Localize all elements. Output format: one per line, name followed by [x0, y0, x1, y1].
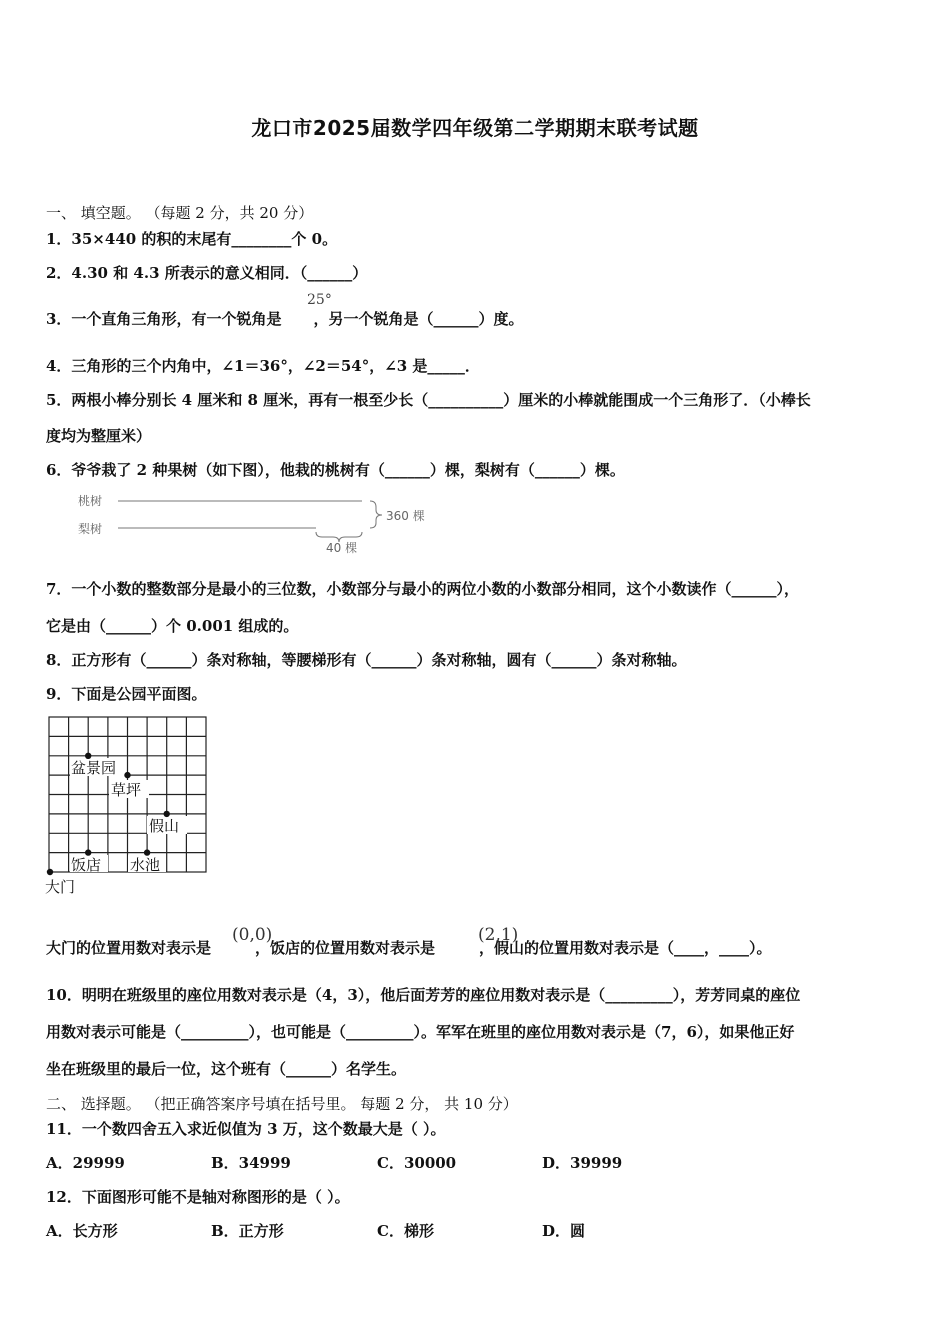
q11-option-d: D．39999	[542, 1154, 623, 1172]
question-6: 6．爷爷栽了 2 种果树（如下图），他栽的桃树有（______）棵，梨树有（______）棵。	[46, 461, 625, 479]
question-7-line-2: 它是由（______）个 0.001 组成的。	[46, 617, 299, 635]
damen-point	[47, 869, 53, 875]
section-2-heading: 二、 选择题。 （把正确答案序号填在括号里。 每题 2 分， 共 10 分）	[46, 1095, 518, 1113]
caoping-label: 草坪	[111, 781, 142, 799]
q12-option-a: A．长方形	[46, 1222, 118, 1240]
question-3	[46, 308, 523, 329]
question-9: 9．下面是公园平面图。	[46, 685, 207, 703]
question-10-line-2: 用数对表示可能是（_________），也可能是（_________）。军军在班里的座位用数对表示是（7，6），如果他正好	[46, 1023, 795, 1041]
fruit-tree-diagram	[60, 486, 440, 558]
pear-label: 梨树	[78, 522, 103, 536]
question-3-prefix: 3．一个直角三角形，有一个锐角是	[46, 310, 282, 328]
diff-label: 40 棵	[326, 541, 358, 555]
park-map	[44, 712, 214, 897]
question-1: 1．35×440 的积的末尾有________个 0。	[46, 230, 338, 248]
caoping-point	[124, 772, 130, 778]
damen-label: 大门	[45, 878, 76, 896]
question-10-line-1: 10．明明在班级里的座位用数对表示是（4，3），他后面芳芳的座位用数对表示是（_________），芳芳同桌的座位	[46, 986, 801, 1004]
q11-option-b: B．34999	[211, 1154, 291, 1172]
angle-25-degree: 25°	[307, 292, 332, 308]
q12-option-c: C．梯形	[377, 1222, 434, 1240]
q12-option-d: D．圆	[542, 1222, 586, 1240]
page-title: 龙口市2025届数学四年级第二学期期末联考试题	[251, 116, 699, 140]
shuichi-point	[144, 849, 150, 855]
q11-option-a: A．29999	[46, 1154, 125, 1172]
total-brace	[370, 501, 382, 528]
coord-fandian: (2,1)	[478, 925, 519, 945]
question-5-line-2: 度均为整厘米）	[46, 427, 152, 445]
peach-label: 桃树	[78, 494, 103, 508]
fandian-point	[85, 849, 91, 855]
penjing-label: 盆景园	[71, 759, 117, 777]
total-label: 360 棵	[386, 509, 425, 523]
question-10-line-3: 坐在班级里的最后一位，这个班有（______）名学生。	[46, 1060, 407, 1078]
question-11: 11．一个数四舍五入求近似值为 3 万，这个数最大是（ ）。	[46, 1120, 446, 1138]
question-2: 2．4.30 和 4.3 所表示的意义相同．（______）	[46, 264, 368, 282]
q9-answer-part-3: ，假山的位置用数对表示是（____，____）。	[479, 939, 772, 957]
question-7-line-1: 7．一个小数的整数部分是最小的三位数，小数部分与最小的两位小数的小数部分相同，这个小数读作（______），	[46, 580, 799, 598]
jiashan-label: 假山	[149, 817, 180, 835]
question-5-line-1: 5．两根小棒分别长 4 厘米和 8 厘米，再有一根至少长（__________）厘米的小棒就能围成一个三角形了．（小棒长	[46, 391, 811, 409]
coord-damen: (0,0)	[232, 925, 273, 945]
question-3-suffix: ，另一个锐角是（______）度。	[313, 310, 524, 328]
section-1-heading: 一、 填空题。 （每题 2 分，共 20 分）	[46, 204, 314, 222]
question-8: 8．正方形有（______）条对称轴，等腰梯形有（______）条对称轴，圆有（______）条对称轴。	[46, 651, 687, 669]
q11-option-c: C．30000	[377, 1154, 457, 1172]
q12-option-b: B．正方形	[211, 1222, 284, 1240]
q9-answer-part-1: 大门的位置用数对表示是	[46, 939, 212, 957]
q9-answer-part-2: ，饭店的位置用数对表示是	[255, 939, 436, 957]
fandian-label: 饭店	[71, 856, 102, 874]
shuichi-label: 水池	[130, 856, 161, 874]
question-4: 4．三角形的三个内角中，∠1＝36°，∠2＝54°，∠3 是_____．	[46, 357, 480, 375]
question-9-answer	[46, 937, 772, 958]
question-12: 12．下面图形可能不是轴对称图形的是（ ）。	[46, 1188, 350, 1206]
